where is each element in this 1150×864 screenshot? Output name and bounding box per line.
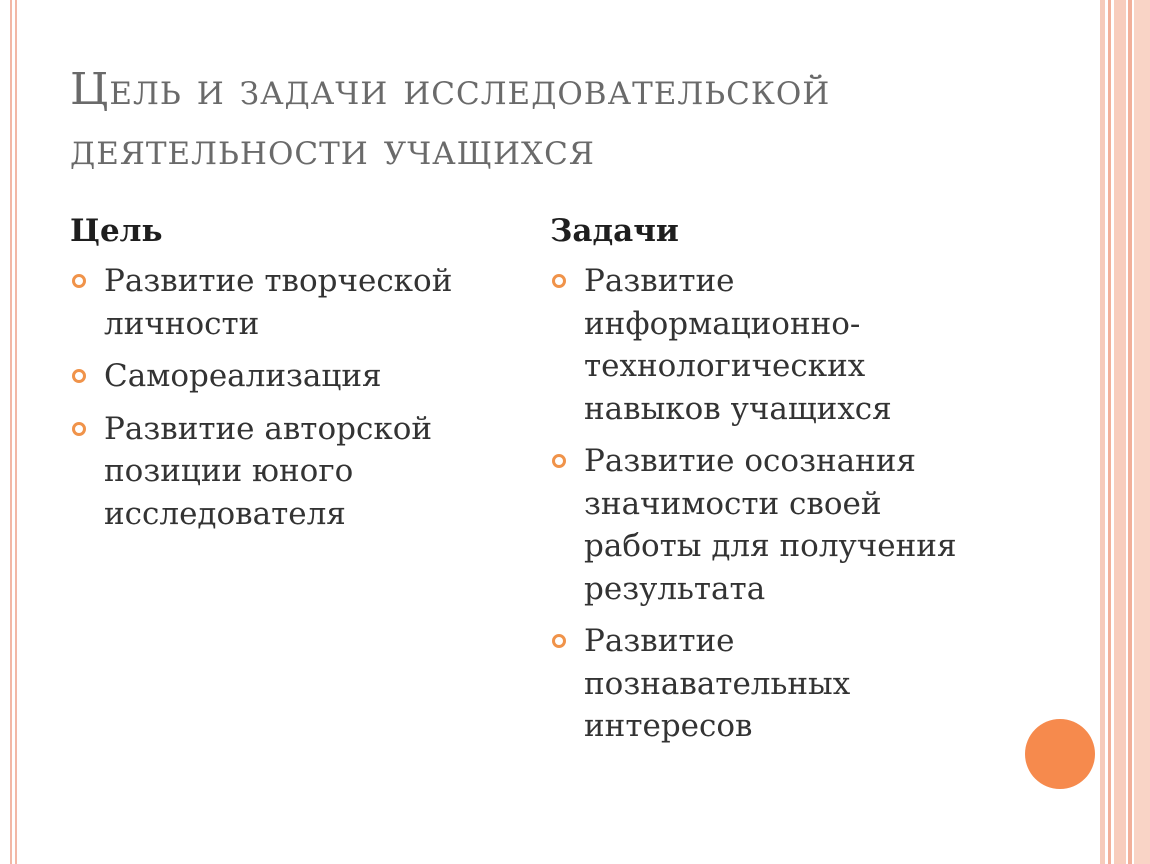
list-item-text: Самореализация [104,358,382,394]
list-item [550,440,990,610]
bullet-ring-icon [552,634,566,648]
bullet-ring-icon [72,274,86,288]
bullet-ring-icon [72,369,86,383]
list-item-text: Развитие творческой личности [104,263,453,342]
right-border-stripe-3 [1114,0,1126,864]
bullet-ring-icon [72,422,86,436]
slide-title [70,60,970,180]
left-border-line-inner [15,0,17,864]
decorative-circle-icon [1025,719,1095,789]
left-border-line-outer [10,0,12,864]
tasks-heading: Задачи [550,213,679,249]
slide-title-line-2: деятельности учащихся [70,124,595,175]
list-item-text: Развитие авторской позиции юного исследователя [104,410,433,532]
goal-heading: Цель [70,213,163,249]
right-border-stripe-1 [1100,0,1105,864]
tasks-column [550,210,990,758]
slide-title-line-1: Цель и задачи исследовательской [70,64,831,115]
tasks-list [550,260,990,748]
bullet-ring-icon [552,454,566,468]
right-border-stripe-2 [1108,0,1111,864]
list-item-text: Развитие познавательных интересов [584,623,851,744]
right-border-stripe-5 [1134,0,1150,864]
right-border-stripe-4 [1128,0,1132,864]
list-item [70,408,490,536]
list-item-text: Развитие информационно-технологических навыков учащихся [584,263,892,427]
list-item [70,260,490,345]
bullet-ring-icon [552,274,566,288]
list-item [550,620,990,748]
list-item-text: Развитие осознания значимости своей работы для получения результата [584,443,957,607]
goal-list [70,260,490,535]
list-item [70,355,490,398]
goal-column [70,210,490,545]
list-item [550,260,990,430]
